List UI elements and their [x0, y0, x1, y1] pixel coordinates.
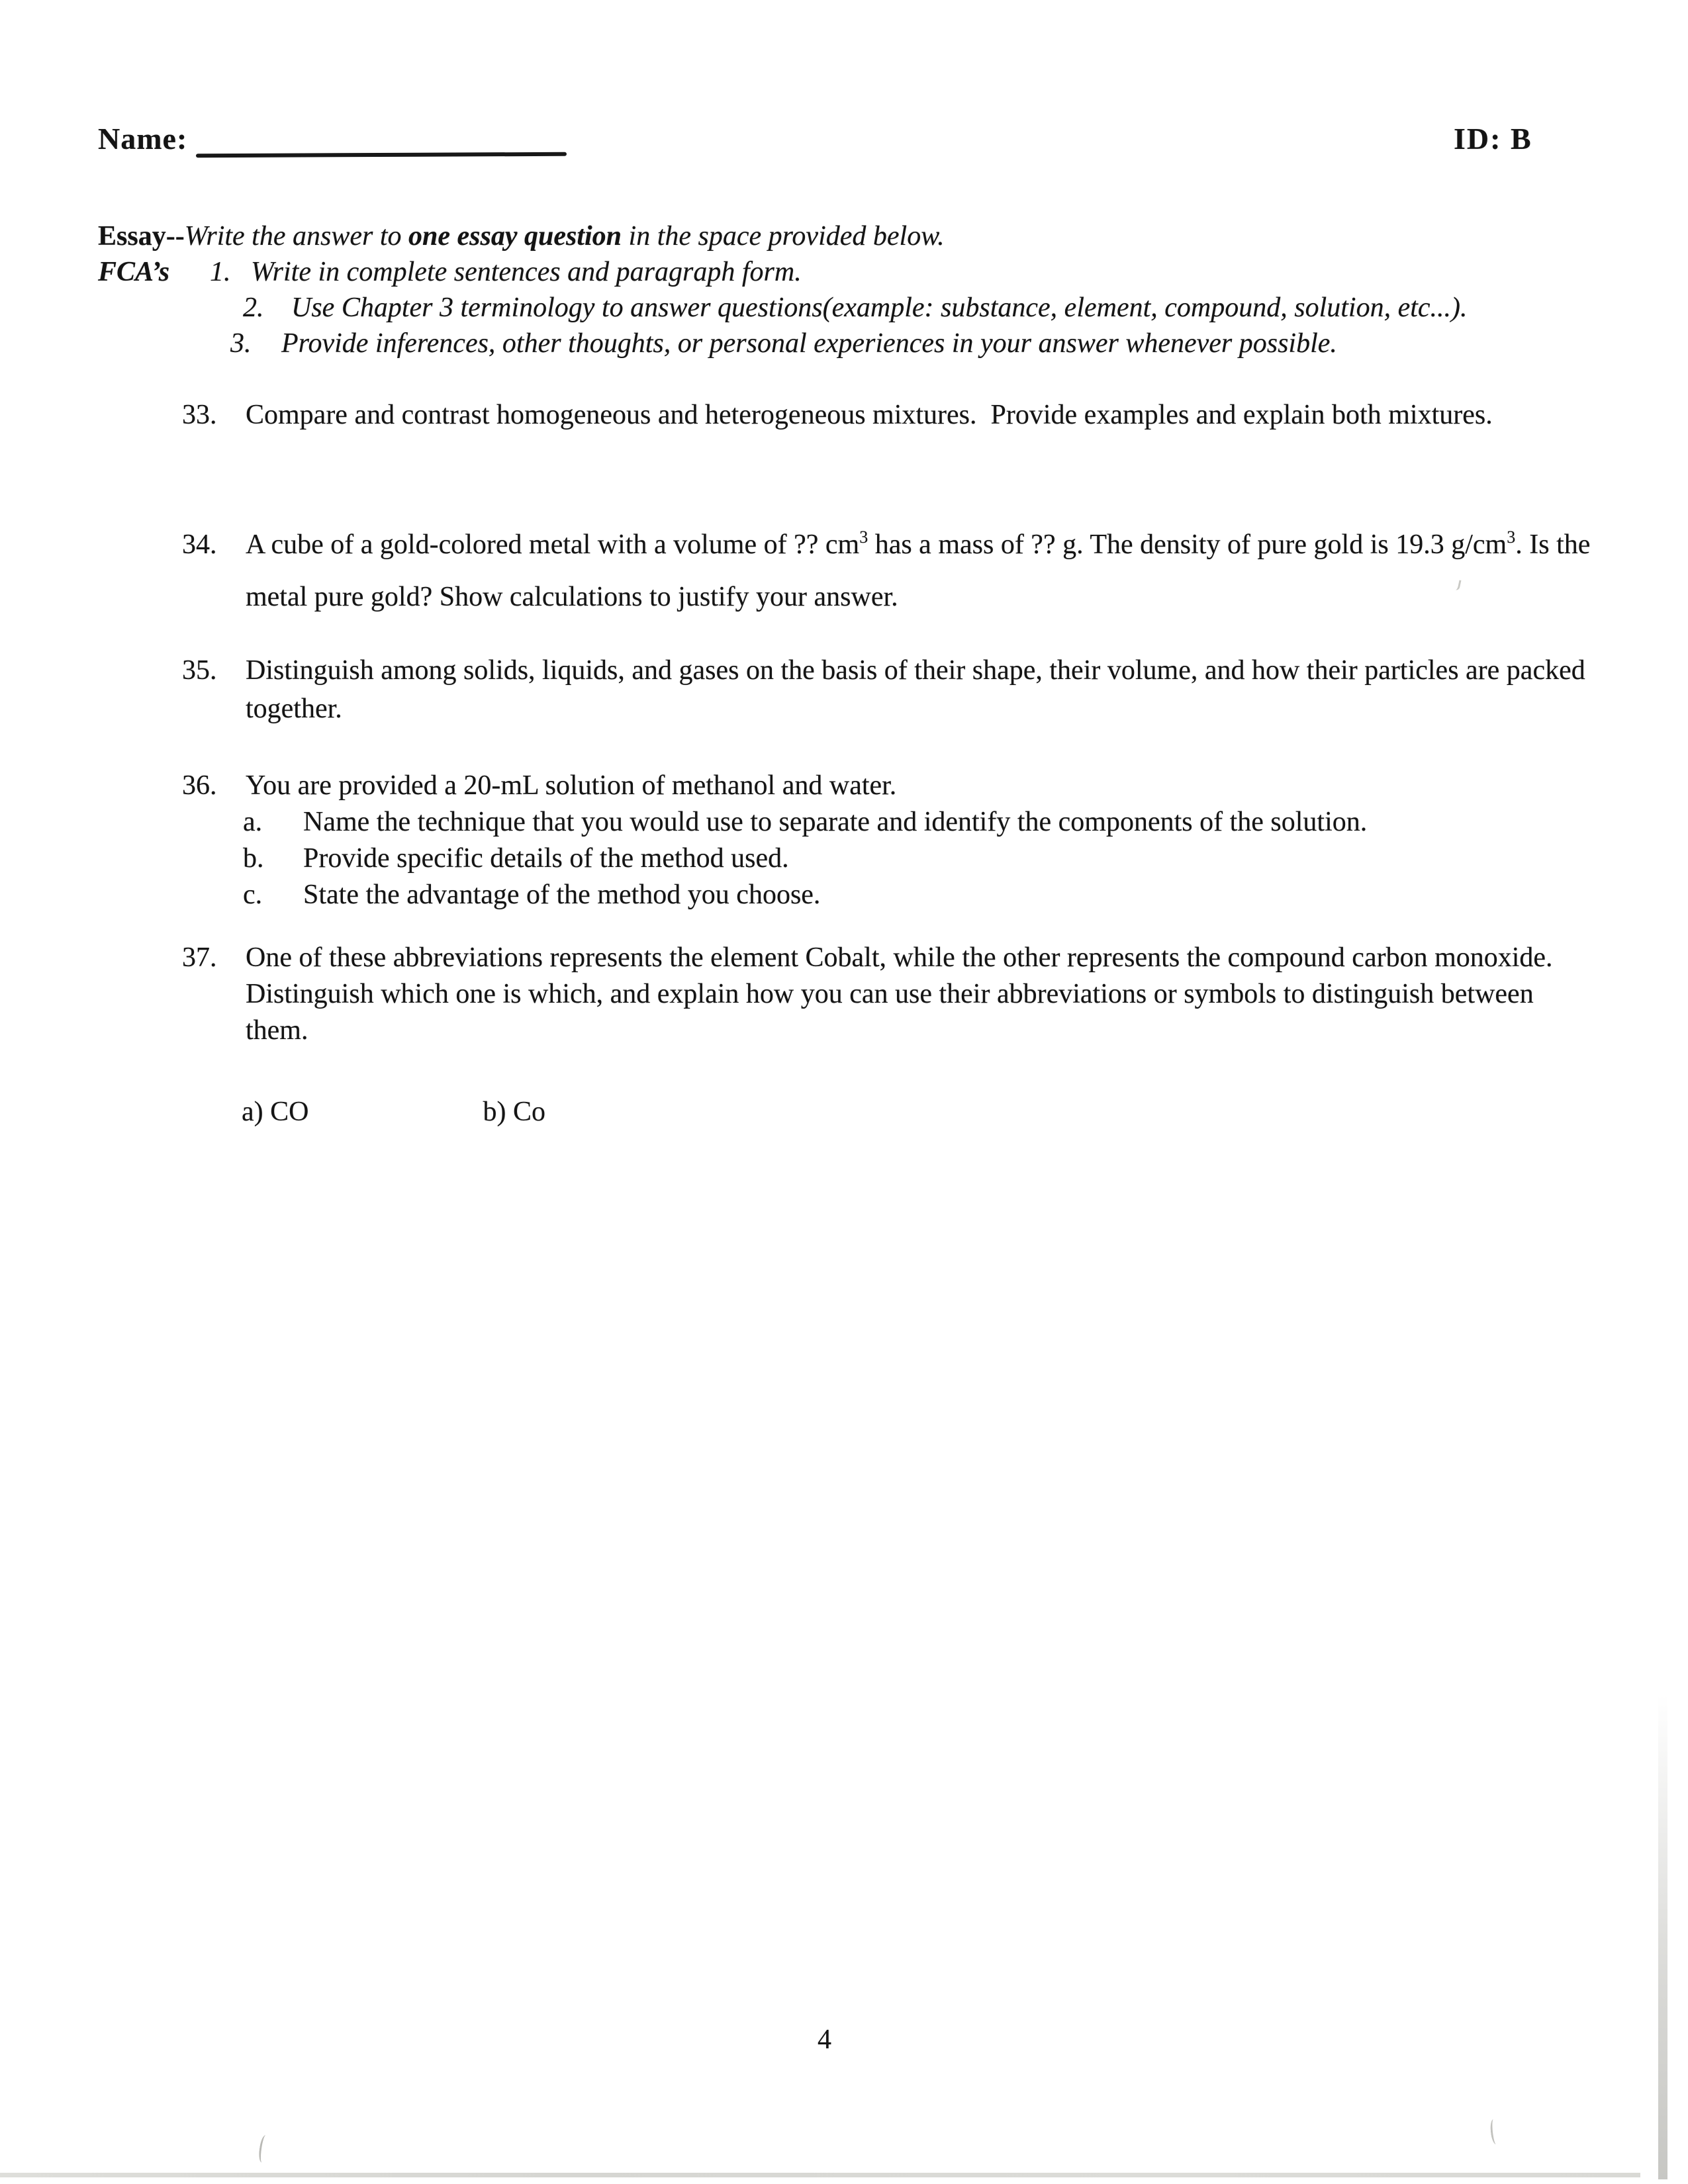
essay-instruction-text-2: in the space provided below. [622, 221, 945, 251]
fca-item-3 [98, 326, 1594, 361]
essay-instruction-text-1: Write the answer to [184, 221, 409, 251]
question-34-text [246, 520, 1596, 621]
question-37-option-a: a) CO [242, 1097, 309, 1127]
fca-label: FCA’s [98, 257, 170, 287]
essay-label: Essay-- [98, 221, 185, 251]
question-36 [182, 768, 1612, 913]
fca-item-1-text: Write in complete sentences and paragraph form. [251, 257, 802, 287]
question-36-subitem-a-text: Name the technique that you would use to separate and identify the components of the solution. [303, 807, 1368, 837]
page-number: 4 [818, 2025, 831, 2055]
id-label: ID: B [1454, 122, 1532, 156]
question-35-number: 35. [182, 655, 217, 686]
question-35-text: Distinguish among solids, liquids, and gases on the basis of their shape, their volume, and how their particles are packed together. [246, 655, 1593, 724]
fca-item-2-text: Use Chapter 3 terminology to answer questions(example: substance, element, compound, solution, etc...). [291, 293, 1468, 323]
fca-item-3-text: Provide inferences, other thoughts, or personal experiences in your answer whenever possible. [281, 328, 1337, 359]
question-37 [182, 940, 1612, 1049]
question-34 [182, 520, 1612, 621]
question-36-subitem-b [182, 841, 1612, 877]
question-37-text: One of these abbreviations represents the element Cobalt, while the other represents the compound carbon monoxide. Distinguish which one is which, and explain how you can use their abbreviations or symbols to distinguish between them. [246, 942, 1560, 1046]
scan-artifact [258, 2134, 270, 2163]
essay-instruction-emphasis: one essay question [408, 221, 622, 251]
question-34-superscript-2: 3 [1507, 527, 1516, 547]
fca-item-2-number: 2. [243, 293, 264, 323]
question-37-number: 37. [182, 942, 217, 973]
question-37-option-b: b) Co [483, 1097, 545, 1127]
question-34-superscript-1: 3 [859, 527, 868, 547]
fca-item-3-number: 3. [230, 328, 252, 359]
scan-artifact [1658, 1694, 1667, 2179]
name-label: Name: [98, 122, 188, 156]
instructions-block [98, 218, 1594, 361]
question-33-number: 33. [182, 400, 217, 430]
question-36-text: You are provided a 20-mL solution of methanol and water. [246, 770, 897, 801]
question-34-number: 34. [182, 529, 217, 560]
question-33 [182, 396, 1612, 434]
question-36-subitem-a-letter: a. [243, 807, 263, 837]
name-blank-line [196, 152, 567, 158]
question-33-text: Compare and contrast homogeneous and heterogeneous mixtures. Provide examples and explain both mixtures. [246, 400, 1493, 430]
question-37-options [242, 1096, 545, 1128]
question-36-subitem-c [182, 877, 1612, 913]
fca-item-1-number: 1. [210, 257, 231, 287]
question-34-text-part2: has a mass of ?? g. The density of pure gold is 19.3 g/cm [868, 529, 1507, 560]
essay-instruction-line [98, 218, 1594, 254]
fca-item-1 [98, 254, 1594, 290]
question-36-subitem-b-letter: b. [243, 843, 264, 874]
question-34-text-part1: A cube of a gold-colored metal with a volume of ?? cm [246, 529, 860, 560]
question-34-text-part3: . Is the metal pure gold? Show calculations to justify your answer. [246, 529, 1597, 612]
question-36-subitem-c-letter: c. [243, 880, 263, 910]
scan-edge-band [0, 2173, 1640, 2177]
question-36-subitem-b-text: Provide specific details of the method used. [303, 843, 789, 874]
question-36-subitem-c-text: State the advantage of the method you choose. [303, 880, 821, 910]
fca-item-2 [98, 290, 1594, 326]
question-36-subitem-a [182, 804, 1612, 841]
question-35 [182, 651, 1612, 728]
question-36-number: 36. [182, 770, 217, 801]
scan-artifact [1489, 2118, 1500, 2144]
